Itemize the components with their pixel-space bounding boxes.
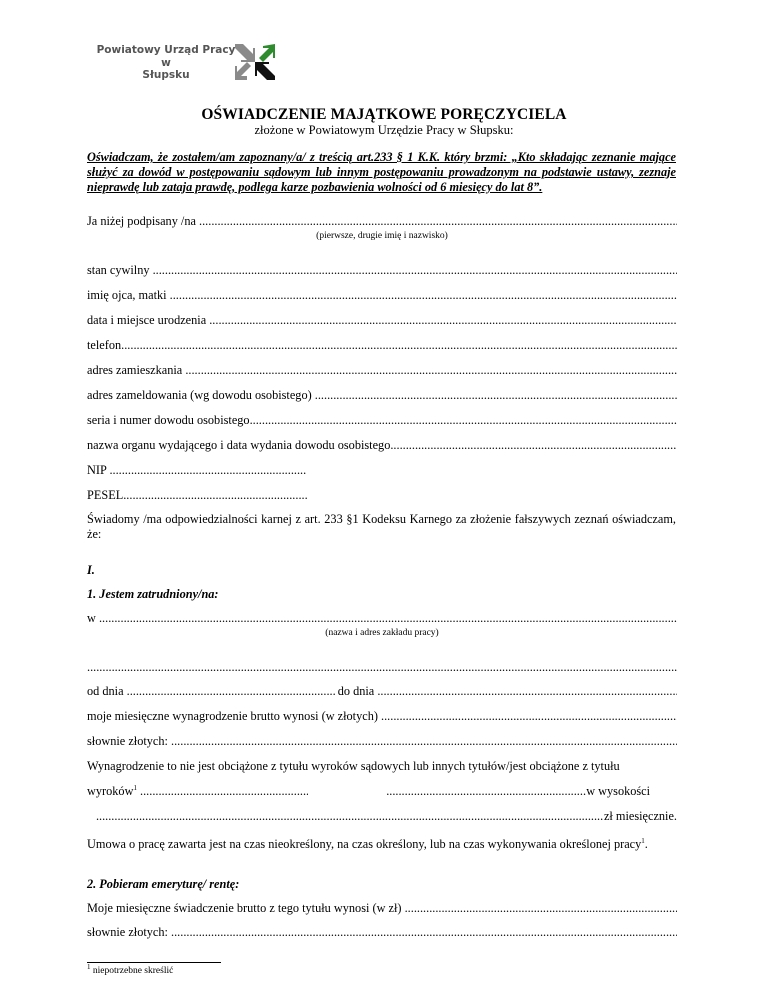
oath-statement: Oświadczam, że zostałem/am zapoznany/a/ z treścią art.233 § 1 K.K. który brzmi: „Kto składając zeznanie mające służyć za dowód w postępowaniu sądowym lub innym postępowaniu prowadzonym na podstawie ustawy, zeznaje nieprawdę lub zataja prawdę, podlega karze pozbawienia wolności od 6 miesięcy do lat 8”. xyxy=(87,150,676,194)
pension-heading: 2. Pobieram emeryturę/ rentę: xyxy=(87,877,240,891)
employer-extra-line[interactable] xyxy=(87,660,677,675)
contract-text: Umowa o pracę zawarta jest na czas nieokreślony, na czas określony, lub na czas wykonywania określonej pracy$^1$. xyxy=(87,836,648,851)
salary-field[interactable] xyxy=(87,709,677,724)
arrows-logo-icon xyxy=(233,42,277,82)
benefit-words-field[interactable] xyxy=(87,925,677,940)
to-label: do dnia xyxy=(337,684,375,698)
salary-words-label: słownie złotych: xyxy=(87,734,168,748)
phone-label: telefon xyxy=(87,338,122,352)
in-amount-label: w wysokości xyxy=(586,784,651,798)
contract-footnote-ref: 1 xyxy=(641,836,645,845)
id-issuer-field[interactable] xyxy=(87,438,677,453)
registered-label: adres zameldowania (wg dowodu osobistego) xyxy=(87,388,312,402)
logo-line-1: Powiatowy Urząd Pracy xyxy=(96,44,236,56)
document-subtitle: złożone w Powiatowym Urzędzie Pracy w Słupsku: xyxy=(254,123,514,137)
judgments-field[interactable] xyxy=(87,784,677,799)
footnote-ref: 1 xyxy=(133,784,137,792)
residence-label: adres zamieszkania xyxy=(87,363,183,377)
registered-address-field[interactable] xyxy=(87,388,677,403)
monthly-label: zł miesięcznie. xyxy=(603,809,677,823)
employer-prefix: w xyxy=(87,611,96,625)
employment-period-field[interactable] xyxy=(87,684,677,699)
id-number-field[interactable] xyxy=(87,413,677,428)
nip-label: NIP xyxy=(87,463,107,477)
birth-label: data i miejsce urodzenia xyxy=(87,313,207,327)
birth-date-place-field[interactable] xyxy=(87,313,677,328)
monthly-amount-field[interactable] xyxy=(87,809,677,824)
pesel-field[interactable] xyxy=(87,488,307,503)
parents-label: imię ojca, matki xyxy=(87,288,167,302)
employment-heading: 1. Jestem zatrudniony/na: xyxy=(87,587,219,601)
salary-label: moje miesięczne wynagrodzenie brutto wynosi (w złotych) xyxy=(87,709,378,723)
phone-field[interactable] xyxy=(87,338,677,353)
contract-sentence: Umowa o pracę zawarta jest na czas nieokreślony, na czas określony, lub na czas wykonywania określonej pracy xyxy=(87,837,642,851)
marital-label: stan cywilny xyxy=(87,263,150,277)
residence-address-field[interactable] xyxy=(87,363,677,378)
footnote-text: niepotrzebne skreślić xyxy=(92,966,174,976)
employer-field[interactable] xyxy=(87,611,677,626)
id-issuer-label: nazwa organu wydającego i data wydania dowodu osobistego xyxy=(87,438,391,452)
signer-caption: (pierwsze, drugie imię i nazwisko) xyxy=(316,231,448,241)
benefit-amount-field[interactable] xyxy=(87,901,677,916)
id-number-label: seria i numer dowodu osobistego xyxy=(87,413,250,427)
logo-line-2: w xyxy=(161,56,171,69)
parents-names-field[interactable] xyxy=(87,288,677,303)
benefit-label: Moje miesięczne świadczenie brutto z tego tytułu wynosi (w zł) xyxy=(87,901,402,915)
marital-status-field[interactable] xyxy=(87,263,677,278)
section-roman-numeral: I. xyxy=(87,563,95,577)
document-title: OŚWIADCZENIE MAJĄTKOWE PORĘCZYCIELA xyxy=(201,106,567,123)
judgments-label: wyroków xyxy=(87,784,134,798)
logo-line-3: Słupsku xyxy=(142,69,190,81)
from-label: od dnia xyxy=(87,684,124,698)
signer-label: Ja niżej podpisany /na xyxy=(87,214,196,228)
benefit-words-label: słownie złotych: xyxy=(87,925,168,939)
footnote xyxy=(87,962,174,976)
signer-name-field[interactable] xyxy=(87,214,677,229)
salary-words-field[interactable] xyxy=(87,734,677,749)
employer-caption: (nazwa i adres zakładu pracy) xyxy=(325,628,439,638)
office-logo-text xyxy=(90,44,242,82)
declaration-text: Świadomy /ma odpowiedzialności karnej z art. 233 §1 Kodeksu Karnego za złożenie fałszywych zeznań oświadczam, że: xyxy=(87,512,676,541)
footnote-divider xyxy=(87,962,221,963)
encumbrance-text: Wynagrodzenie to nie jest obciążone z tytułu wyroków sądowych lub innych tytułów/jest obciążone z tytułu xyxy=(87,759,620,773)
pesel-label: PESEL xyxy=(87,488,124,502)
nip-field[interactable] xyxy=(87,463,307,478)
footnote-mark: 1 xyxy=(87,962,91,971)
